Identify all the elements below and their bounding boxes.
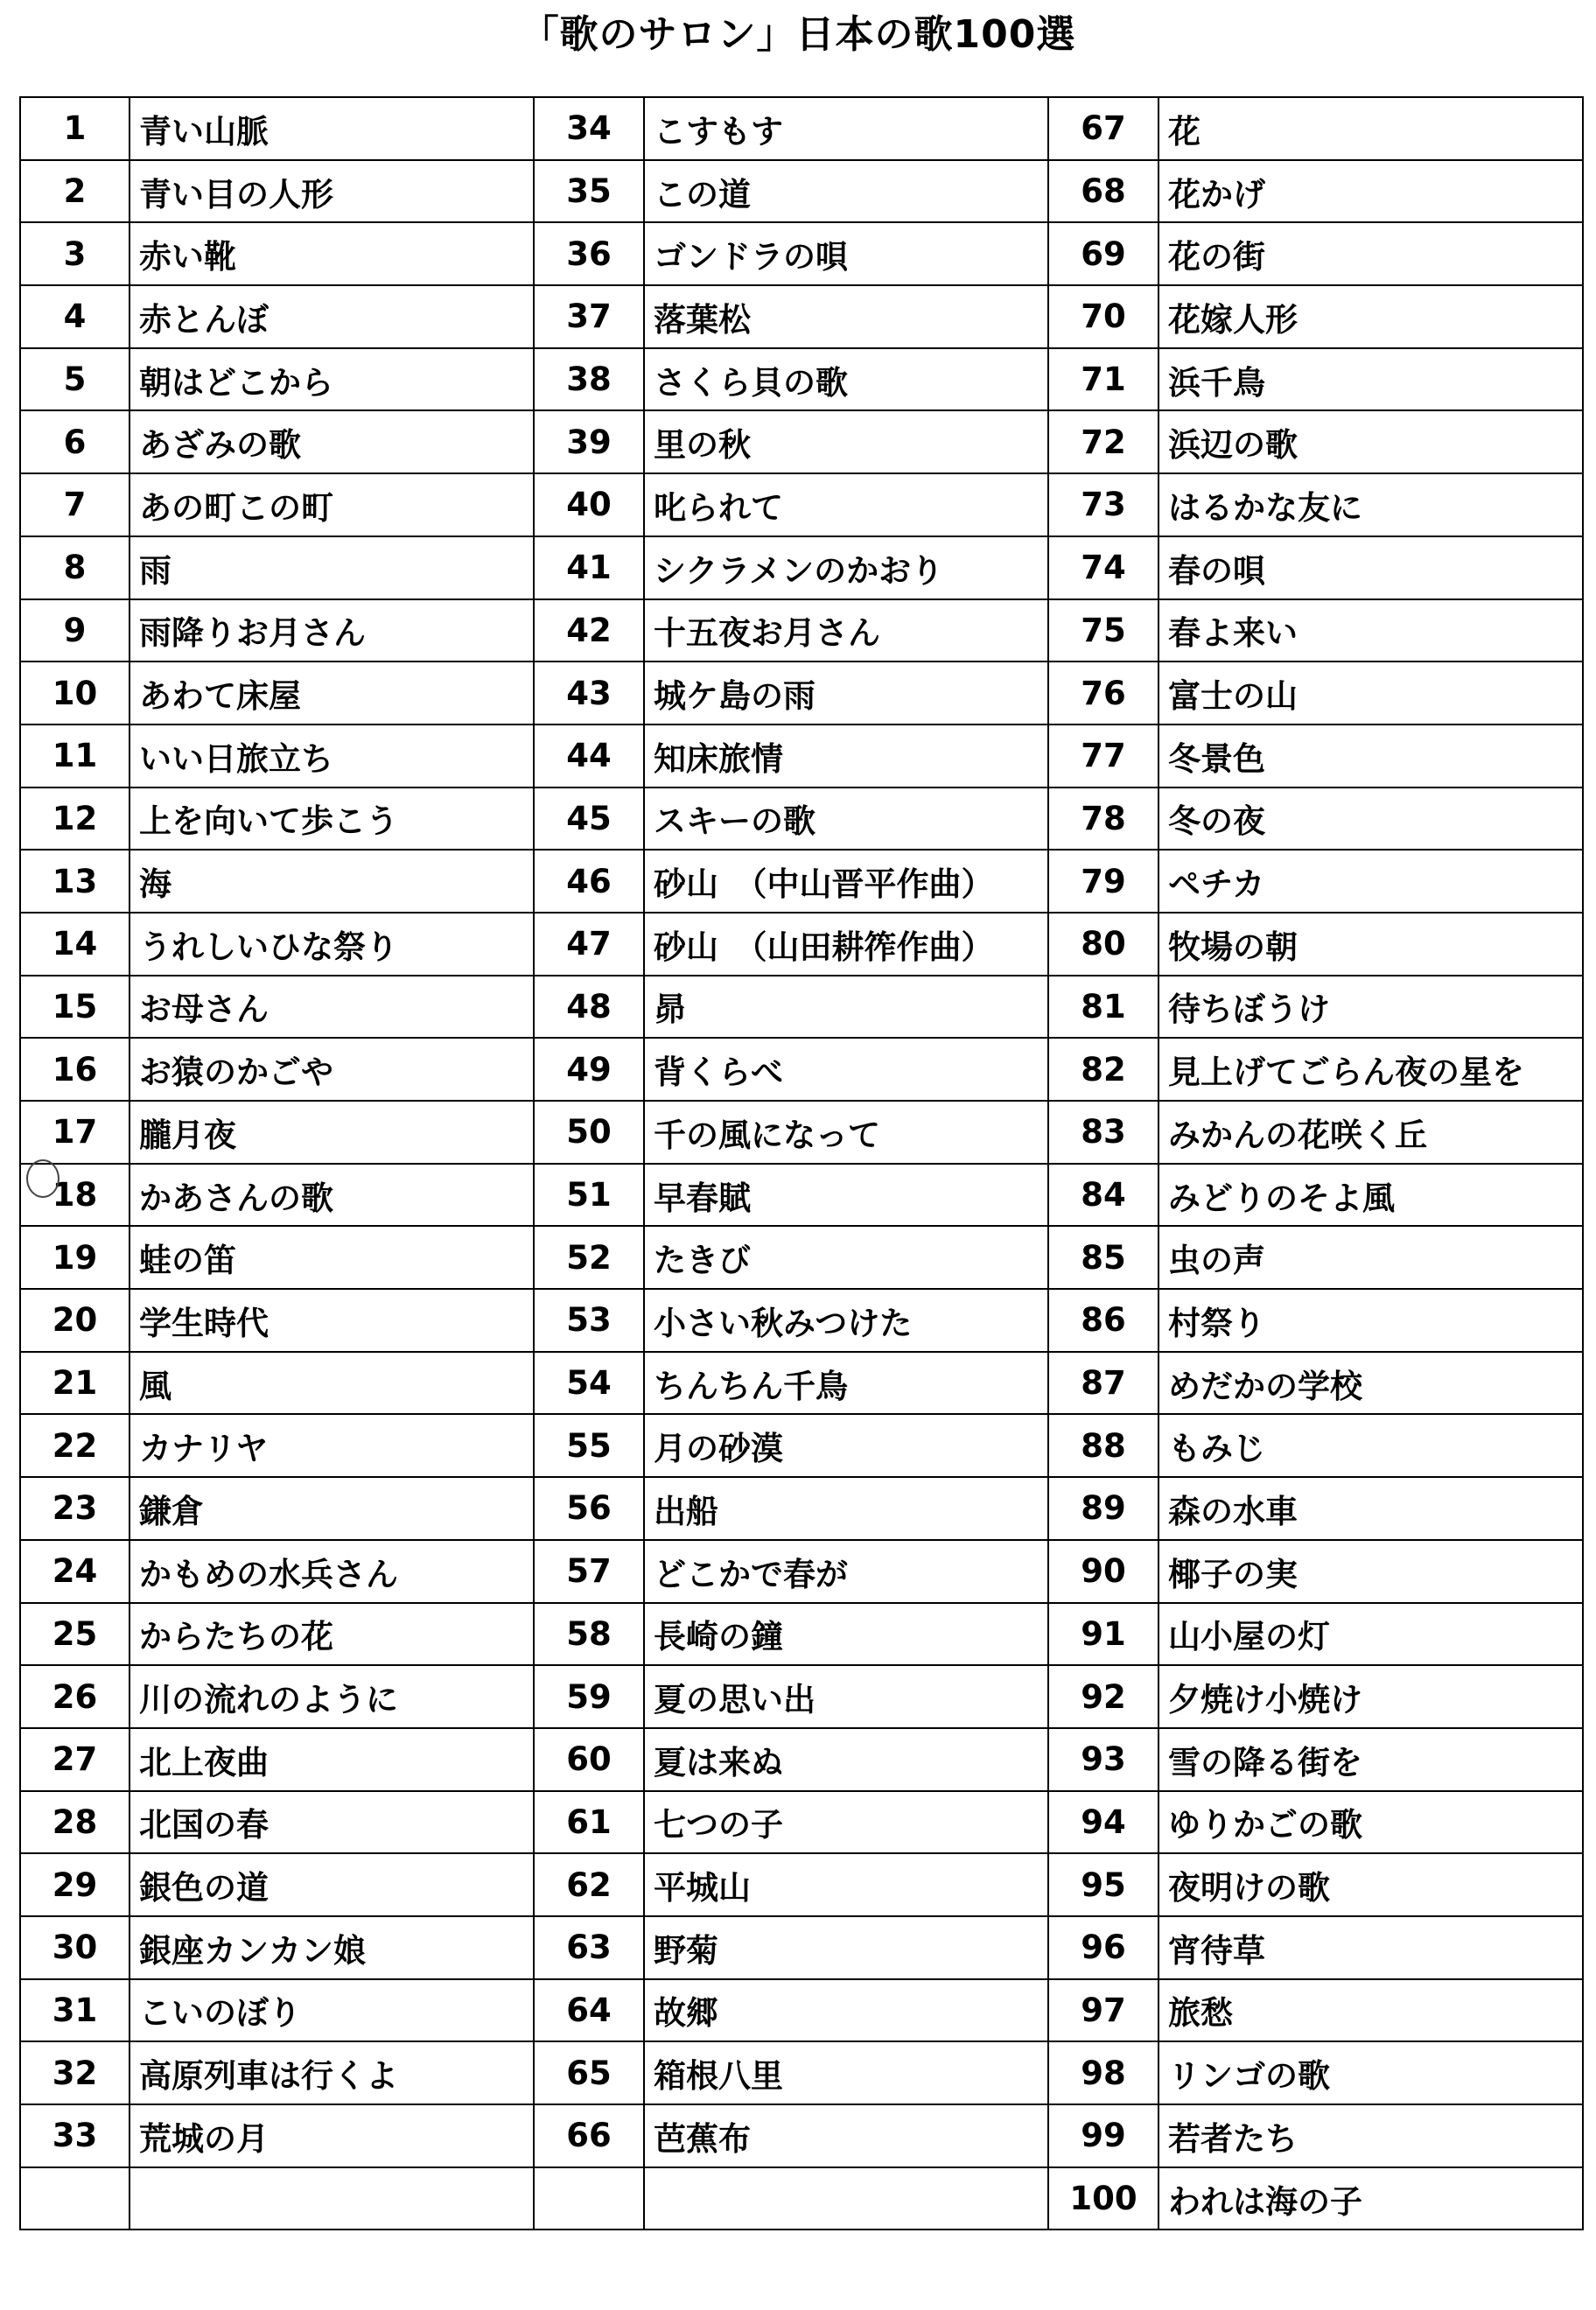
song-title: お猿のかごや — [130, 1038, 534, 1101]
song-number: 20 — [20, 1289, 130, 1352]
song-number: 19 — [20, 1226, 130, 1289]
song-number: 87 — [1048, 1352, 1158, 1415]
song-number: 13 — [20, 850, 130, 913]
song-title: 旅愁 — [1158, 1979, 1583, 2042]
song-title: ゆりかごの歌 — [1158, 1791, 1583, 1854]
table-row — [20, 1979, 1583, 2042]
song-number: 78 — [1048, 788, 1158, 850]
song-title: スキーの歌 — [644, 788, 1048, 850]
song-number: 30 — [20, 1916, 130, 1979]
song-title: 落葉松 — [644, 285, 1048, 348]
song-title: めだかの学校 — [1158, 1352, 1583, 1415]
song-number: 23 — [20, 1477, 130, 1540]
song-title: あわて床屋 — [130, 662, 534, 724]
song-title: われは海の子 — [1158, 2167, 1583, 2230]
song-number: 68 — [1048, 160, 1158, 223]
song-title: 青い目の人形 — [130, 160, 534, 223]
table-row — [20, 2167, 1583, 2230]
song-number: 88 — [1048, 1414, 1158, 1477]
song-number: 58 — [534, 1603, 644, 1666]
table-row — [20, 1352, 1583, 1415]
song-title: こいのぼり — [130, 1979, 534, 2042]
song-title: 花の街 — [1158, 222, 1583, 285]
song-number: 39 — [534, 410, 644, 473]
song-title: 雪の降る街を — [1158, 1728, 1583, 1791]
song-title: 宵待草 — [1158, 1916, 1583, 1979]
table-row — [20, 1603, 1583, 1666]
song-number: 73 — [1048, 473, 1158, 536]
table-row — [20, 410, 1583, 473]
table-row — [20, 1414, 1583, 1477]
song-title: 上を向いて歩こう — [130, 788, 534, 850]
song-title: 千の風になって — [644, 1101, 1048, 1164]
song-number: 5 — [20, 348, 130, 411]
song-title: 七つの子 — [644, 1791, 1048, 1854]
song-number: 22 — [20, 1414, 130, 1477]
table-row — [20, 1226, 1583, 1289]
song-number: 14 — [20, 913, 130, 976]
song-number: 50 — [534, 1101, 644, 1164]
song-number: 80 — [1048, 913, 1158, 976]
song-title: 朧月夜 — [130, 1101, 534, 1164]
song-title: 知床旅情 — [644, 724, 1048, 788]
song-title: 芭蕉布 — [644, 2104, 1048, 2167]
song-number: 77 — [1048, 724, 1158, 788]
song-title: 小さい秋みつけた — [644, 1289, 1048, 1352]
song-title: うれしいひな祭り — [130, 913, 534, 976]
song-number: 93 — [1048, 1728, 1158, 1791]
song-title: 花かげ — [1158, 160, 1583, 223]
table-row — [20, 1853, 1583, 1916]
song-title: シクラメンのかおり — [644, 536, 1048, 599]
table-row — [20, 1038, 1583, 1101]
song-number: 24 — [20, 1540, 130, 1603]
song-title: 雨 — [130, 536, 534, 599]
song-number: 89 — [1048, 1477, 1158, 1540]
song-number: 100 — [1048, 2167, 1158, 2230]
table-row — [20, 913, 1583, 976]
song-title: 箱根八里 — [644, 2041, 1048, 2104]
song-number: 45 — [534, 788, 644, 850]
song-number: 57 — [534, 1540, 644, 1603]
song-title: リンゴの歌 — [1158, 2041, 1583, 2104]
table-row — [20, 1791, 1583, 1854]
song-title: 若者たち — [1158, 2104, 1583, 2167]
table-row — [20, 1477, 1583, 1540]
song-number: 25 — [20, 1603, 130, 1666]
song-title: 浜辺の歌 — [1158, 410, 1583, 473]
table-row — [20, 536, 1583, 599]
song-title: 待ちぼうけ — [1158, 976, 1583, 1039]
song-number: 16 — [20, 1038, 130, 1101]
song-title: さくら貝の歌 — [644, 348, 1048, 411]
song-title: 平城山 — [644, 1853, 1048, 1916]
song-number: 55 — [534, 1414, 644, 1477]
punch-hole-mark — [26, 1159, 60, 1198]
song-number: 49 — [534, 1038, 644, 1101]
song-list-body — [20, 97, 1583, 2230]
song-number: 53 — [534, 1289, 644, 1352]
song-title: 夜明けの歌 — [1158, 1853, 1583, 1916]
song-number: 37 — [534, 285, 644, 348]
table-row — [20, 1916, 1583, 1979]
song-number: 72 — [1048, 410, 1158, 473]
song-number: 62 — [534, 1853, 644, 1916]
song-number: 47 — [534, 913, 644, 976]
song-number: 42 — [534, 599, 644, 662]
song-title: 冬景色 — [1158, 724, 1583, 788]
table-row — [20, 724, 1583, 788]
song-title: どこかで春が — [644, 1540, 1048, 1603]
song-number: 51 — [534, 1164, 644, 1227]
song-number — [20, 2167, 130, 2230]
song-title — [644, 2167, 1048, 2230]
song-number: 10 — [20, 662, 130, 724]
song-number: 69 — [1048, 222, 1158, 285]
song-title: 青い山脈 — [130, 97, 534, 160]
song-title — [130, 2167, 534, 2230]
song-number: 54 — [534, 1352, 644, 1415]
song-number: 66 — [534, 2104, 644, 2167]
song-number: 71 — [1048, 348, 1158, 411]
song-number: 97 — [1048, 1979, 1158, 2042]
song-number: 79 — [1048, 850, 1158, 913]
table-row — [20, 1728, 1583, 1791]
song-title: 月の砂漠 — [644, 1414, 1048, 1477]
song-title: もみじ — [1158, 1414, 1583, 1477]
song-number: 26 — [20, 1665, 130, 1728]
song-title: 銀色の道 — [130, 1853, 534, 1916]
song-number: 35 — [534, 160, 644, 223]
song-title: 砂山 （中山晋平作曲） — [644, 850, 1048, 913]
table-row — [20, 97, 1583, 160]
song-number: 59 — [534, 1665, 644, 1728]
song-number: 17 — [20, 1101, 130, 1164]
song-number: 74 — [1048, 536, 1158, 599]
song-title: 里の秋 — [644, 410, 1048, 473]
song-title: 村祭り — [1158, 1289, 1583, 1352]
song-title: 川の流れのように — [130, 1665, 534, 1728]
song-number: 11 — [20, 724, 130, 788]
song-number: 67 — [1048, 97, 1158, 160]
song-number: 82 — [1048, 1038, 1158, 1101]
song-title: 夏の思い出 — [644, 1665, 1048, 1728]
table-row — [20, 1164, 1583, 1227]
song-title: 長崎の鐘 — [644, 1603, 1048, 1666]
song-title: 牧場の朝 — [1158, 913, 1583, 976]
song-number: 64 — [534, 1979, 644, 2042]
song-number: 96 — [1048, 1916, 1158, 1979]
song-number: 76 — [1048, 662, 1158, 724]
song-number: 56 — [534, 1477, 644, 1540]
song-title: 海 — [130, 850, 534, 913]
song-title: 昴 — [644, 976, 1048, 1039]
song-number: 99 — [1048, 2104, 1158, 2167]
song-title: ゴンドラの唄 — [644, 222, 1048, 285]
song-number: 43 — [534, 662, 644, 724]
song-title: こすもす — [644, 97, 1048, 160]
song-title: からたちの花 — [130, 1603, 534, 1666]
song-title: 北上夜曲 — [130, 1728, 534, 1791]
table-row — [20, 348, 1583, 411]
song-title: たきび — [644, 1226, 1048, 1289]
song-title: 朝はどこから — [130, 348, 534, 411]
song-title: 背くらべ — [644, 1038, 1048, 1101]
song-number: 41 — [534, 536, 644, 599]
song-title: 鎌倉 — [130, 1477, 534, 1540]
song-number: 44 — [534, 724, 644, 788]
song-title: 春よ来い — [1158, 599, 1583, 662]
song-number: 12 — [20, 788, 130, 850]
song-number: 34 — [534, 97, 644, 160]
song-number: 52 — [534, 1226, 644, 1289]
song-title: 故郷 — [644, 1979, 1048, 2042]
table-row — [20, 160, 1583, 223]
song-title: かあさんの歌 — [130, 1164, 534, 1227]
song-list-table — [19, 96, 1584, 2230]
song-number: 21 — [20, 1352, 130, 1415]
song-number: 61 — [534, 1791, 644, 1854]
song-title: 叱られて — [644, 473, 1048, 536]
song-number: 70 — [1048, 285, 1158, 348]
song-title: カナリヤ — [130, 1414, 534, 1477]
song-title: 赤とんぼ — [130, 285, 534, 348]
song-number: 8 — [20, 536, 130, 599]
song-number: 9 — [20, 599, 130, 662]
song-title: 早春賦 — [644, 1164, 1048, 1227]
song-title: 山小屋の灯 — [1158, 1603, 1583, 1666]
song-number: 38 — [534, 348, 644, 411]
song-number: 28 — [20, 1791, 130, 1854]
song-title: はるかな友に — [1158, 473, 1583, 536]
song-number: 7 — [20, 473, 130, 536]
table-row — [20, 2041, 1583, 2104]
song-number: 27 — [20, 1728, 130, 1791]
song-title: 冬の夜 — [1158, 788, 1583, 850]
song-title: 荒城の月 — [130, 2104, 534, 2167]
song-title: 椰子の実 — [1158, 1540, 1583, 1603]
table-row — [20, 788, 1583, 850]
song-title: 雨降りお月さん — [130, 599, 534, 662]
song-title: 野菊 — [644, 1916, 1048, 1979]
song-title: 夏は来ぬ — [644, 1728, 1048, 1791]
song-title: みどりのそよ風 — [1158, 1164, 1583, 1227]
song-number: 6 — [20, 410, 130, 473]
song-title: 夕焼け小焼け — [1158, 1665, 1583, 1728]
song-number: 94 — [1048, 1791, 1158, 1854]
song-number: 15 — [20, 976, 130, 1039]
table-row — [20, 662, 1583, 724]
table-row — [20, 1289, 1583, 1352]
song-title: 浜千鳥 — [1158, 348, 1583, 411]
song-number: 60 — [534, 1728, 644, 1791]
song-number — [534, 2167, 644, 2230]
song-title: ちんちん千鳥 — [644, 1352, 1048, 1415]
song-number: 81 — [1048, 976, 1158, 1039]
song-title: あざみの歌 — [130, 410, 534, 473]
song-number: 33 — [20, 2104, 130, 2167]
table-row — [20, 599, 1583, 662]
table-row — [20, 850, 1583, 913]
song-title: 出船 — [644, 1477, 1048, 1540]
song-title: 花嫁人形 — [1158, 285, 1583, 348]
song-number: 40 — [534, 473, 644, 536]
song-title: 十五夜お月さん — [644, 599, 1048, 662]
song-title: みかんの花咲く丘 — [1158, 1101, 1583, 1164]
song-number: 18 — [20, 1164, 130, 1227]
table-row — [20, 1665, 1583, 1728]
song-number: 2 — [20, 160, 130, 223]
table-row — [20, 976, 1583, 1039]
table-row — [20, 1101, 1583, 1164]
song-number: 95 — [1048, 1853, 1158, 1916]
song-title: 蛙の笛 — [130, 1226, 534, 1289]
song-title: 風 — [130, 1352, 534, 1415]
song-title: 城ケ島の雨 — [644, 662, 1048, 724]
song-title: 銀座カンカン娘 — [130, 1916, 534, 1979]
song-number: 4 — [20, 285, 130, 348]
song-number: 36 — [534, 222, 644, 285]
song-title: 虫の声 — [1158, 1226, 1583, 1289]
song-title: お母さん — [130, 976, 534, 1039]
song-title: 砂山 （山田耕筰作曲） — [644, 913, 1048, 976]
table-row — [20, 222, 1583, 285]
table-row — [20, 473, 1583, 536]
song-title: 学生時代 — [130, 1289, 534, 1352]
song-title: いい日旅立ち — [130, 724, 534, 788]
song-number: 83 — [1048, 1101, 1158, 1164]
song-number: 98 — [1048, 2041, 1158, 2104]
page-title: 「歌のサロン」日本の歌100選 — [520, 12, 1076, 57]
song-number: 1 — [20, 97, 130, 160]
table-row — [20, 285, 1583, 348]
song-number: 3 — [20, 222, 130, 285]
song-number: 86 — [1048, 1289, 1158, 1352]
song-number: 85 — [1048, 1226, 1158, 1289]
song-title: かもめの水兵さん — [130, 1540, 534, 1603]
song-title: 見上げてごらん夜の星を — [1158, 1038, 1583, 1101]
song-title: この道 — [644, 160, 1048, 223]
song-title: 森の水車 — [1158, 1477, 1583, 1540]
song-number: 92 — [1048, 1665, 1158, 1728]
song-title: 富士の山 — [1158, 662, 1583, 724]
song-number: 65 — [534, 2041, 644, 2104]
song-number: 75 — [1048, 599, 1158, 662]
song-title: 赤い靴 — [130, 222, 534, 285]
song-number: 31 — [20, 1979, 130, 2042]
song-title: 春の唄 — [1158, 536, 1583, 599]
song-title: 高原列車は行くよ — [130, 2041, 534, 2104]
song-title: あの町この町 — [130, 473, 534, 536]
song-number: 84 — [1048, 1164, 1158, 1227]
song-number: 90 — [1048, 1540, 1158, 1603]
song-number: 29 — [20, 1853, 130, 1916]
song-title: 北国の春 — [130, 1791, 534, 1854]
song-number: 91 — [1048, 1603, 1158, 1666]
song-title: ペチカ — [1158, 850, 1583, 913]
song-number: 32 — [20, 2041, 130, 2104]
table-row — [20, 2104, 1583, 2167]
table-row — [20, 1540, 1583, 1603]
song-number: 46 — [534, 850, 644, 913]
song-number: 63 — [534, 1916, 644, 1979]
song-number: 48 — [534, 976, 644, 1039]
song-title: 花 — [1158, 97, 1583, 160]
